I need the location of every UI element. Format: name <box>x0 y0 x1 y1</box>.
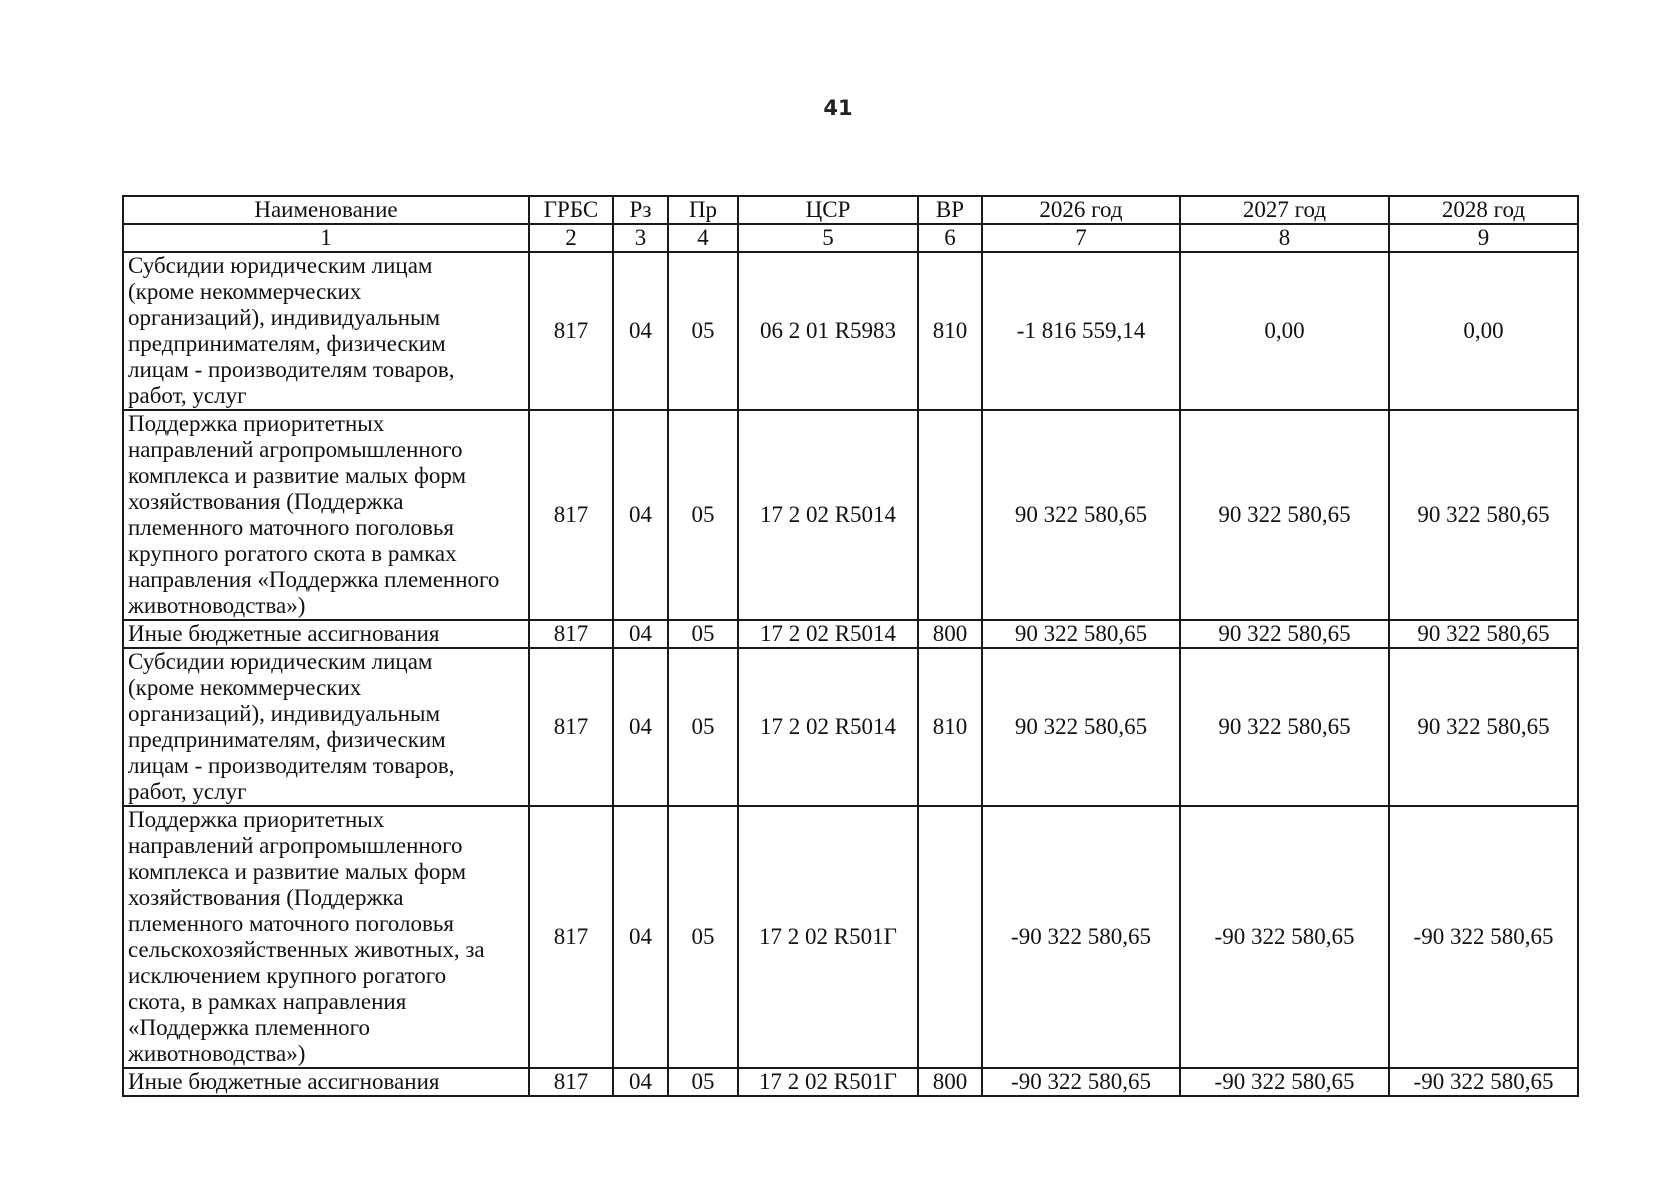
row-vr: 810 <box>918 648 982 806</box>
name-line: работ, услуг <box>128 383 247 408</box>
row-rz: 04 <box>613 252 668 410</box>
row-amount-2028: 90 322 580,65 <box>1389 410 1578 620</box>
row-pr: 05 <box>668 648 738 806</box>
row-amount-2028: -90 322 580,65 <box>1389 806 1578 1068</box>
row-name <box>123 1068 529 1096</box>
name-line: предпринимателям, физическим <box>128 727 446 752</box>
column-number: 3 <box>613 224 668 252</box>
row-grbs: 817 <box>529 1068 613 1096</box>
budget-table <box>122 195 1579 1097</box>
row-rz: 04 <box>613 410 668 620</box>
row-name <box>123 252 529 410</box>
row-csr: 17 2 02 R501Г <box>738 1068 918 1096</box>
row-name <box>123 648 529 806</box>
row-vr: 800 <box>918 620 982 648</box>
column-number: 6 <box>918 224 982 252</box>
name-line: Поддержка приоритетных <box>128 807 385 832</box>
name-line: Иные бюджетные ассигнования <box>128 1069 440 1094</box>
column-number: 4 <box>668 224 738 252</box>
row-csr: 17 2 02 R501Г <box>738 806 918 1068</box>
row-amount-2026: -90 322 580,65 <box>982 1068 1180 1096</box>
header-rz: Рз <box>613 196 668 224</box>
header-grbs: ГРБС <box>529 196 613 224</box>
row-pr: 05 <box>668 410 738 620</box>
row-amount-2028: 90 322 580,65 <box>1389 620 1578 648</box>
name-line: лицам - производителям товаров, <box>128 357 455 382</box>
row-csr: 06 2 01 R5983 <box>738 252 918 410</box>
name-line: направлений агропромышленного <box>128 437 463 462</box>
name-line: Субсидии юридическим лицам <box>128 649 433 674</box>
name-line: работ, услуг <box>128 779 247 804</box>
row-amount-2027: 0,00 <box>1180 252 1389 410</box>
table-row <box>123 252 1578 410</box>
header-pr: Пр <box>668 196 738 224</box>
row-pr: 05 <box>668 252 738 410</box>
name-line: направления «Поддержка племенного <box>128 567 500 592</box>
row-amount-2026: -90 322 580,65 <box>982 806 1180 1068</box>
row-amount-2027: 90 322 580,65 <box>1180 410 1389 620</box>
row-pr: 05 <box>668 1068 738 1096</box>
name-line: животноводства») <box>128 593 306 618</box>
name-line: исключением крупного рогатого <box>128 963 447 988</box>
name-line: хозяйствования (Поддержка <box>128 885 404 910</box>
name-line: комплекса и развитие малых форм <box>128 463 467 488</box>
name-line: хозяйствования (Поддержка <box>128 489 404 514</box>
row-amount-2028: -90 322 580,65 <box>1389 1068 1578 1096</box>
name-line: племенного маточного поголовья <box>128 911 454 936</box>
header-vr: ВР <box>918 196 982 224</box>
row-pr: 05 <box>668 806 738 1068</box>
column-number: 1 <box>123 224 529 252</box>
row-amount-2027: 90 322 580,65 <box>1180 648 1389 806</box>
column-number: 5 <box>738 224 918 252</box>
row-amount-2026: 90 322 580,65 <box>982 648 1180 806</box>
header-2027: 2027 год <box>1180 196 1389 224</box>
row-vr: 810 <box>918 252 982 410</box>
row-vr <box>918 806 982 1068</box>
name-line: (кроме некоммерческих <box>128 279 362 304</box>
name-line: «Поддержка племенного <box>128 1015 370 1040</box>
row-grbs: 817 <box>529 620 613 648</box>
header-csr: ЦСР <box>738 196 918 224</box>
row-amount-2028: 90 322 580,65 <box>1389 648 1578 806</box>
table-row <box>123 1068 1578 1096</box>
row-grbs: 817 <box>529 252 613 410</box>
row-grbs: 817 <box>529 806 613 1068</box>
row-rz: 04 <box>613 648 668 806</box>
row-csr: 17 2 02 R5014 <box>738 410 918 620</box>
name-line: животноводства») <box>128 1041 306 1066</box>
name-line: крупного рогатого скота в рамках <box>128 541 457 566</box>
table-row <box>123 648 1578 806</box>
name-line: организаций), индивидуальным <box>128 305 441 330</box>
row-rz: 04 <box>613 1068 668 1096</box>
row-name <box>123 410 529 620</box>
row-amount-2027: 90 322 580,65 <box>1180 620 1389 648</box>
name-line: сельскохозяйственных животных, за <box>128 937 485 962</box>
row-vr: 800 <box>918 1068 982 1096</box>
row-amount-2026: 90 322 580,65 <box>982 620 1180 648</box>
name-line: скота, в рамках направления <box>128 989 407 1014</box>
row-grbs: 817 <box>529 648 613 806</box>
name-line: Иные бюджетные ассигнования <box>128 621 440 646</box>
name-line: Поддержка приоритетных <box>128 411 385 436</box>
name-line: направлений агропромышленного <box>128 833 463 858</box>
table-row <box>123 806 1578 1068</box>
column-number: 8 <box>1180 224 1389 252</box>
column-number: 7 <box>982 224 1180 252</box>
name-line: племенного маточного поголовья <box>128 515 454 540</box>
row-grbs: 817 <box>529 410 613 620</box>
row-rz: 04 <box>613 620 668 648</box>
row-vr <box>918 410 982 620</box>
name-line: Субсидии юридическим лицам <box>128 253 433 278</box>
row-amount-2026: 90 322 580,65 <box>982 410 1180 620</box>
table-row <box>123 620 1578 648</box>
column-number: 2 <box>529 224 613 252</box>
row-amount-2027: -90 322 580,65 <box>1180 806 1389 1068</box>
header-2026: 2026 год <box>982 196 1180 224</box>
row-name <box>123 620 529 648</box>
header-name: Наименование <box>123 196 529 224</box>
row-amount-2026: -1 816 559,14 <box>982 252 1180 410</box>
row-name <box>123 806 529 1068</box>
column-number-row <box>123 224 1578 252</box>
row-csr: 17 2 02 R5014 <box>738 620 918 648</box>
name-line: организаций), индивидуальным <box>128 701 441 726</box>
page-number: 41 <box>823 96 853 120</box>
row-amount-2028: 0,00 <box>1389 252 1578 410</box>
table-row <box>123 410 1578 620</box>
name-line: предпринимателям, физическим <box>128 331 446 356</box>
row-rz: 04 <box>613 806 668 1068</box>
name-line: (кроме некоммерческих <box>128 675 362 700</box>
row-amount-2027: -90 322 580,65 <box>1180 1068 1389 1096</box>
name-line: комплекса и развитие малых форм <box>128 859 467 884</box>
row-csr: 17 2 02 R5014 <box>738 648 918 806</box>
header-2028: 2028 год <box>1389 196 1578 224</box>
row-pr: 05 <box>668 620 738 648</box>
column-number: 9 <box>1389 224 1578 252</box>
header-row <box>123 196 1578 224</box>
name-line: лицам - производителям товаров, <box>128 753 455 778</box>
